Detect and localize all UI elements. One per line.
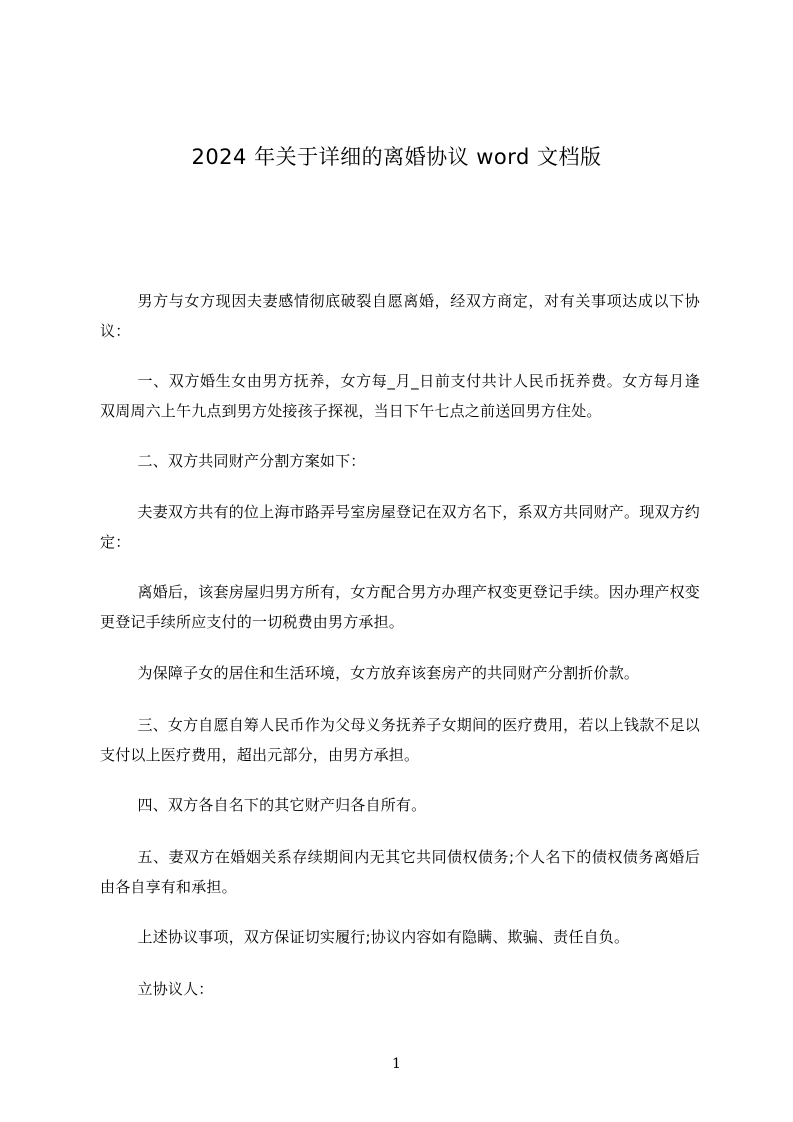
document-title: 2024 年关于详细的离婚协议 word 文档版 <box>191 145 602 169</box>
paragraph-joint-property: 夫妻双方共有的位上海市路弄号室房屋登记在双方名下，系双方共同财产。现双方约定： <box>100 503 700 551</box>
paragraph-preamble: 男方与女方现因夫妻感情彻底破裂自愿离婚，经双方商定，对有关事项达成以下协议： <box>100 292 700 340</box>
paragraph-guarantee: 上述协议事项，双方保证切实履行;协议内容如有隐瞒、欺骗、责任自负。 <box>137 928 630 946</box>
paragraph-house-ownership: 离婚后，该套房屋归男方所有，女方配合男方办理产权变更登记手续。因办理产权变更登记手续所应支付的一切税费由男方承担。 <box>100 583 700 631</box>
paragraph-property-heading: 二、双方共同财产分割方案如下： <box>137 452 366 470</box>
paragraph-child-custody: 一、双方婚生女由男方抚养，女方每_月_日前支付共计人民币抚养费。女方每月逢双周周六上午九点到男方处接孩子探视，当日下午七点之前送回男方住处。 <box>100 372 700 420</box>
page-number: 1 <box>392 1056 401 1072</box>
paragraph-other-property: 四、双方各自名下的其它财产归各自所有。 <box>137 796 427 814</box>
paragraph-debts: 五、妻双方在婚姻关系存续期间内无其它共同债权债务;个人名下的债权债务离婚后由各自享有和承担。 <box>100 848 700 896</box>
paragraph-signatory: 立协议人： <box>137 980 214 998</box>
paragraph-medical-expenses: 三、女方自愿自筹人民币作为父母义务抚养子女期间的医疗费用，若以上钱款不足以支付以上医疗费用，超出元部分，由男方承担。 <box>100 716 700 764</box>
paragraph-waiver: 为保障子女的居住和生活环境，女方放弃该套房产的共同财产分割折价款。 <box>137 664 640 682</box>
